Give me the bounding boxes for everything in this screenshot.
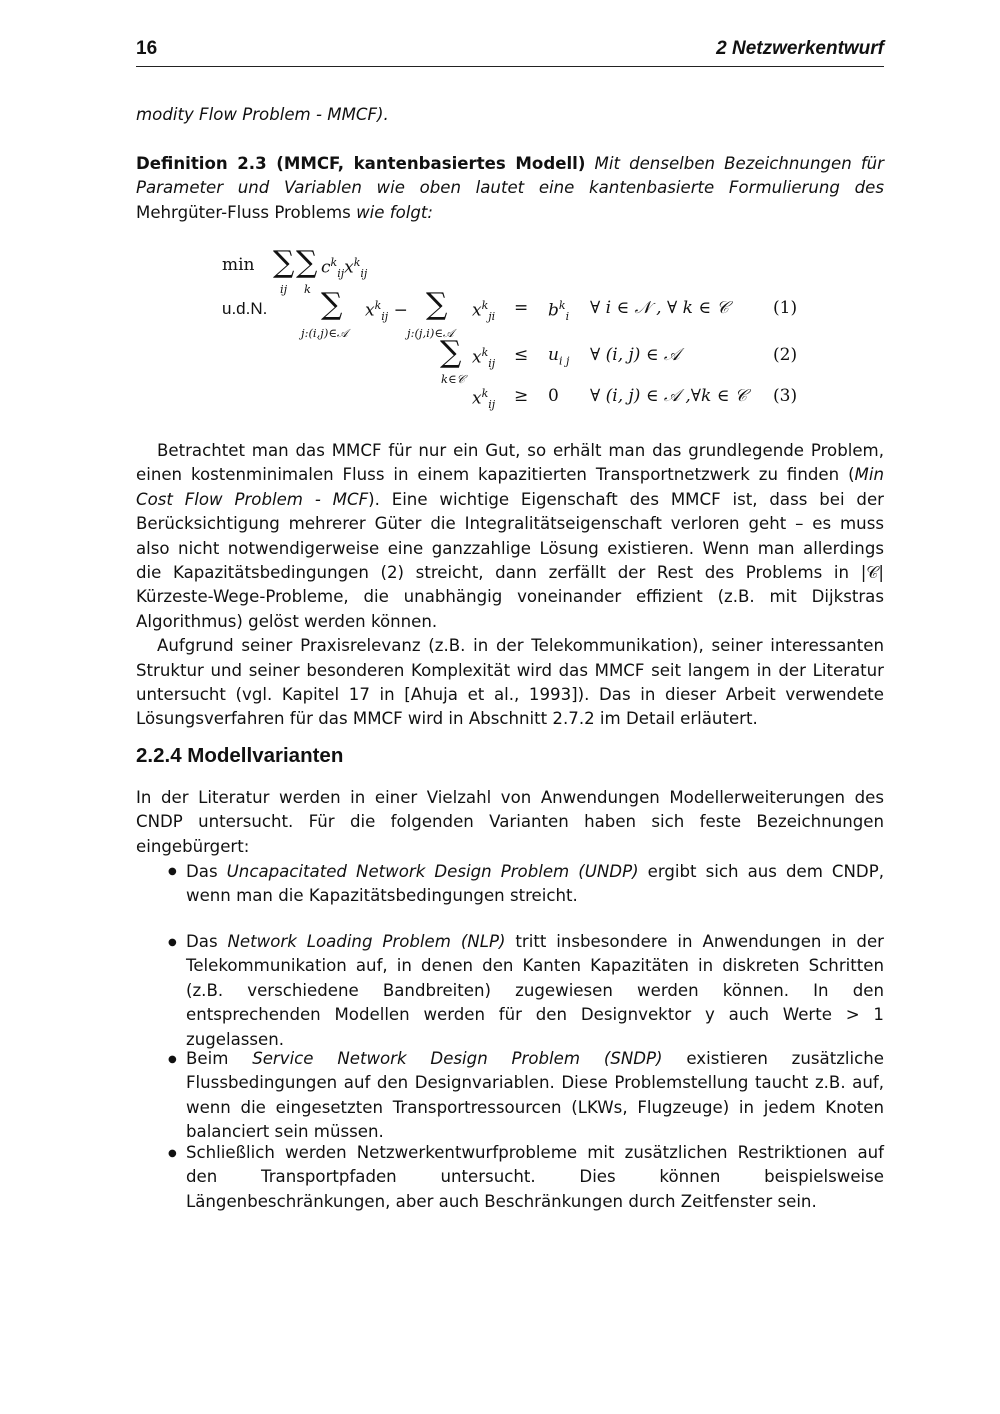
sum-symbol: ∑ (296, 245, 318, 280)
intro-text: modity Flow Problem - MMCF). (136, 105, 389, 124)
equation-number-3: (3) (773, 386, 798, 406)
objective-sub-k: k (304, 282, 311, 296)
sum-symbol: ∑ (273, 245, 295, 280)
objective-sub-ij: ij (280, 282, 288, 296)
bullet-icon: ● (168, 1148, 177, 1159)
domain-3: ∀ (i, j) ∈ 𝒜 ,∀k ∈ 𝒞 (590, 386, 748, 406)
flow-term: $x^k_{ji}$ (472, 299, 496, 324)
equation-number-1: (1) (773, 298, 798, 318)
sum3-sub: k∈𝒞 (441, 372, 465, 386)
rhs-3: 0 (548, 386, 559, 406)
bullet-icon: ● (168, 866, 177, 877)
udn-label: u.d.N. (222, 299, 268, 318)
intro-line (136, 103, 884, 127)
objective-term: $c^k_{ij}x^k_{ij}$ (321, 256, 368, 281)
sum1-sub: j:(i,j)∈𝒜 (301, 326, 348, 340)
sum-symbol: ∑ (321, 287, 343, 322)
body-text (136, 439, 884, 732)
bullet-icon: ● (168, 937, 177, 948)
list-item: Das Network Loading Problem (NLP) tritt insbesondere in Anwendungen in der Telekommunikation auf, in denen den Kanten Kapazitäten in diskreten Schritten (z.B. verschiedene Bandbreiten) zugewiesen werden können. In den entsprechenden Modellen werden für den Designvektor y auch Werte > 1 zugelassen. (186, 932, 884, 1049)
domain-1: ∀ i ∈ 𝒩 , ∀ k ∈ 𝒞 (590, 298, 729, 318)
relation-2: ≤ (514, 345, 529, 365)
list-item: Das Uncapacitated Network Design Problem (UNDP) ergibt sich aus dem CNDP, wenn man die Kapazitätsbedingungen streicht. (186, 862, 884, 906)
sum-symbol: ∑ (426, 287, 448, 322)
paragraph-mmcf: Betrachtet man das MMCF für nur ein Gut, so erhält man das grundlegende Problem, einen kostenminimalen Fluss in einem kapazitierten Transportnetzwerk zu finden (Min Cost Flow Problem - MCF). Eine wichtige Eigenschaft des MMCF ist, dass bei der Berücksichtigung mehrerer Güter die Integralitätseigenschaft verloren geht – es muss also nicht notwendigerweise eine ganzzahlige Lösung existieren. Wenn man allerdings die Kapazitätsbedingungen (2) streicht, dann zerfällt der Rest des Problems in |𝒞| Kürzeste-Wege-Probleme, die unabhängig voneinander effizient (z.B. mit Dijkstras Algorithmus) gelöst werden können. (136, 441, 884, 631)
flow-term: $x^k_{ij}$ (472, 346, 496, 371)
rhs-2: $u_{i j}$ (548, 345, 570, 368)
definition-text-upright: Mehrgüter-Fluss Problems (136, 202, 351, 222)
header-rule (136, 66, 884, 67)
relation-3: ≥ (514, 386, 529, 406)
relation-1: = (514, 298, 529, 318)
list-item: Schließlich werden Netzwerkentwurfprobleme mit zusätzlichen Restriktionen auf den Transportpfaden untersucht. Dies können beispielsweise Längenbeschränkungen, aber auch Beschränkungen durch Zeitfenster sein. (186, 1143, 884, 1211)
flow-term: $x^k_{ij}$ (472, 387, 496, 412)
flow-term: $x^k_{ij}$ − (365, 299, 408, 324)
chapter-title: 2 Netzwerkentwurf (716, 38, 884, 59)
domain-2: ∀ (i, j) ∈ 𝒜 (590, 345, 680, 365)
equation-number-2: (2) (773, 345, 798, 365)
min-label: min (222, 255, 255, 275)
bullet-icon: ● (168, 1054, 177, 1065)
definition-text-1: Mit denselben Bezeichnungen für Parameter und Variablen wie oben lautet eine kantenbasierte Formulierung des (136, 154, 884, 198)
rhs-1: $b^k_i$ (548, 299, 570, 324)
paragraph-relevance: Aufgrund seiner Praxisrelevanz (z.B. in der Telekommunikation), seiner interessanten Struktur und seiner besonderen Komplexität wird das MMCF seit langem in der Literatur untersucht (vgl. Kapitel 17 in [Ahuja et al., 1993]). Das in dieser Arbeit verwendete Lösungsverfahren für das MMCF wird in Abschnitt 2.7.2 im Detail erläutert. (136, 636, 884, 729)
definition-text-2: wie folgt: (356, 202, 433, 222)
section-heading: 2.2.4 Modellvarianten (136, 744, 344, 767)
sum-symbol: ∑ (440, 335, 462, 370)
list-item: Beim Service Network Design Problem (SNDP) existieren zusätzliche Flussbedingungen auf den Designvariablen. Diese Problemstellung taucht z.B. auf, wenn die eingesetzten Transportressourcen (LKWs, Flugzeuge) in jedem Knoten balanciert sein müssen. (186, 1049, 884, 1142)
definition-label: Definition 2.3 (MMCF, kantenbasiertes Modell) (136, 154, 586, 173)
sum2-sub: j:(j,i)∈𝒜 (407, 326, 454, 340)
section-intro: In der Literatur werden in einer Vielzahl von Anwendungen Modellerweiterungen des CNDP untersucht. Für die folgenden Varianten haben sich feste Bezeichnungen eingebürgert: (136, 788, 884, 856)
definition-block (136, 152, 884, 225)
page-number: 16 (136, 38, 158, 59)
